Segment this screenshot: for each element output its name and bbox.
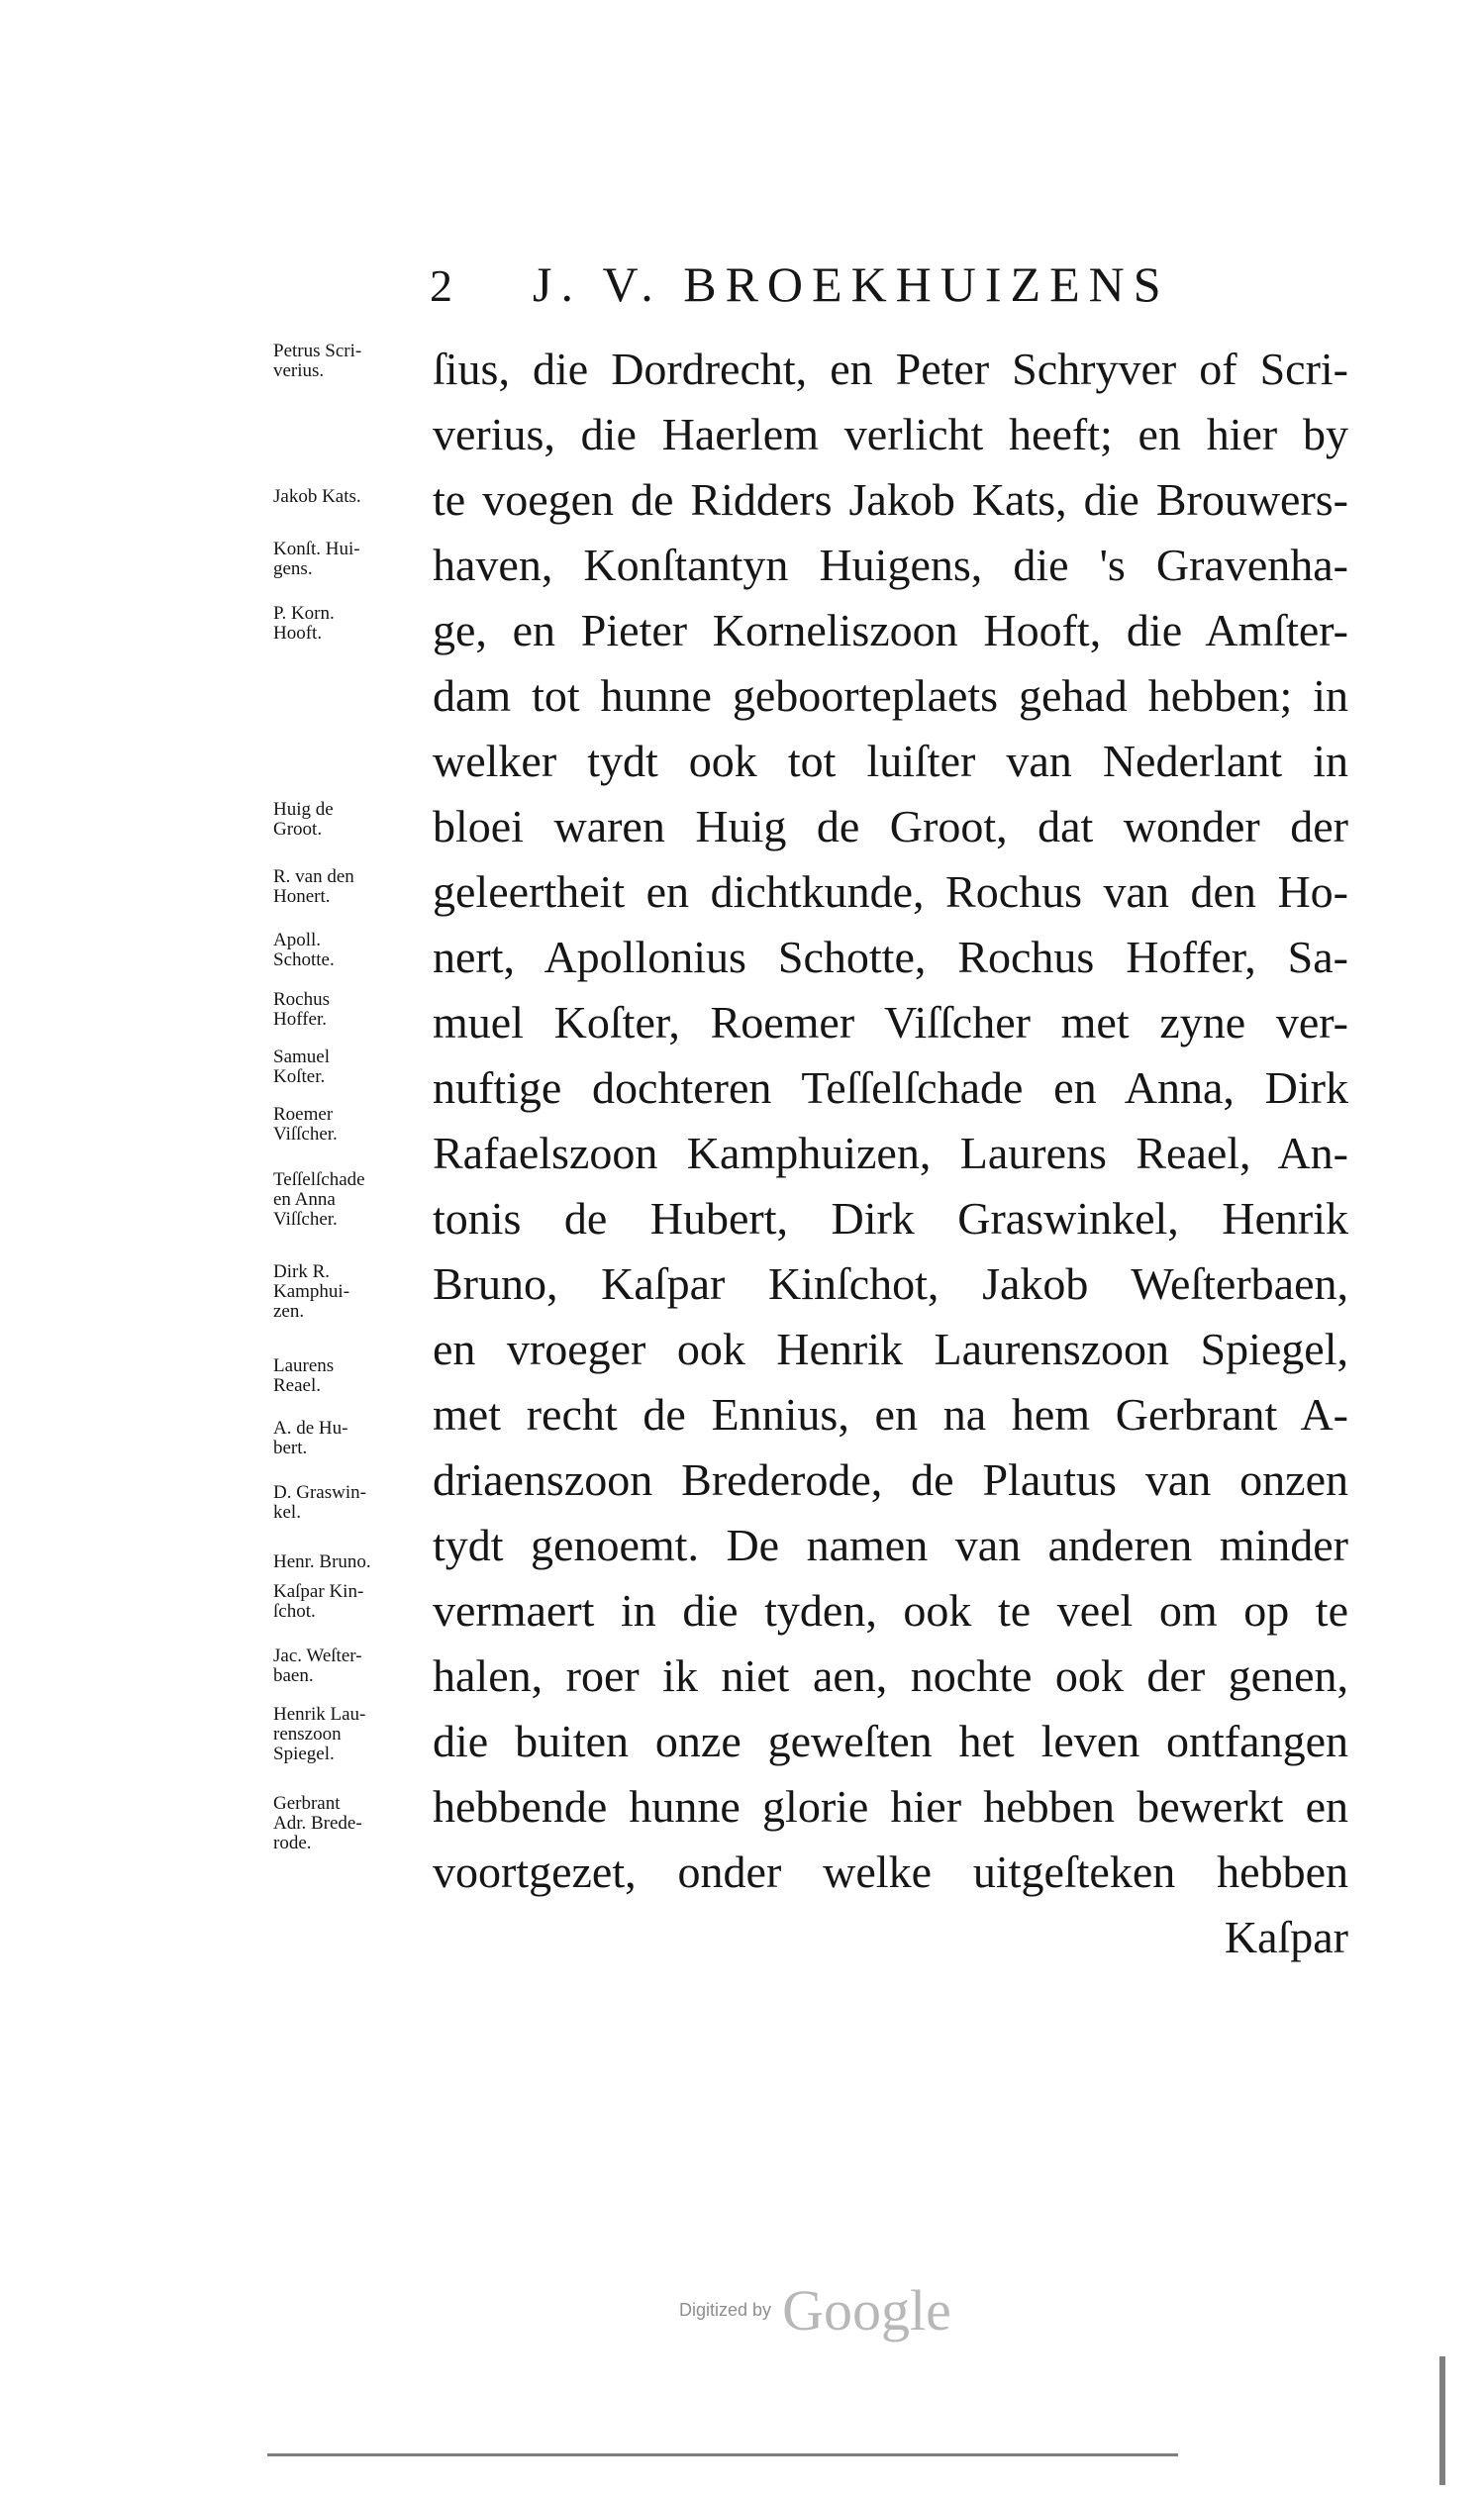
margin-note (273, 1483, 432, 1523)
margin-note (273, 1105, 432, 1145)
margin-note-line: Hoffer. (273, 1009, 327, 1030)
margin-note-line: Viſſcher. (273, 1209, 338, 1230)
margin-note (273, 931, 432, 970)
margin-note (273, 990, 432, 1030)
margin-note-line: Groot. (273, 819, 323, 840)
margin-note-line: Koſter. (273, 1066, 326, 1087)
text-line: Bruno, Kaſpar Kinſchot, Jakob Weſterbaen, (433, 1258, 1348, 1309)
margin-note-line: Konſt. Hui- (273, 540, 360, 559)
digitized-footer (679, 2277, 951, 2344)
margin-note (273, 800, 432, 840)
margin-note-line: Schotte. (273, 949, 335, 970)
margin-note-line: zen. (273, 1301, 305, 1322)
text-line: halen, roer ik niet aen, nochte ook der genen, (433, 1650, 1348, 1701)
margin-note-line: Roemer (273, 1105, 334, 1125)
margin-note-line: ſchot. (273, 1601, 316, 1622)
margin-note-line: Kamphui- (273, 1281, 350, 1302)
text-line: haven, Konſtantyn Huigens, die 's Gravenha- (433, 540, 1348, 590)
margin-note (273, 487, 432, 507)
text-line: met recht de Ennius, en na hem Gerbrant A- (433, 1389, 1348, 1440)
margin-note-line: en Anna (273, 1189, 336, 1210)
margin-note (273, 1419, 432, 1458)
margin-note-line: verius. (273, 360, 325, 381)
scan-edge-line (267, 2453, 1178, 2456)
margin-note-line: Reael. (273, 1375, 322, 1396)
margin-note-line: Dirk R. (273, 1262, 330, 1282)
margin-note-line: Rochus (273, 990, 330, 1010)
text-line: hebbende hunne glorie hier hebben bewerkt en (433, 1781, 1348, 1832)
margin-note (273, 540, 432, 579)
body-text (433, 337, 1348, 1970)
margin-note (273, 604, 432, 644)
margin-note-line: Jac. Weſter- (273, 1646, 362, 1666)
margin-note-line: Adr. Brede- (273, 1813, 362, 1834)
margin-note-line: rode. (273, 1833, 312, 1853)
text-line: die buiten onze geweſten het leven ontfangen (433, 1716, 1348, 1766)
margin-note (273, 1646, 432, 1686)
text-line: ge, en Pieter Korneliszoon Hooft, die Amſter- (433, 605, 1348, 655)
margin-note-line: bert. (273, 1438, 308, 1458)
text-line: welker tydt ook tot luiſter van Nederlant in (433, 736, 1348, 786)
margin-note-line: Laurens (273, 1356, 335, 1376)
margin-note (273, 1170, 432, 1230)
margin-note (273, 1794, 432, 1853)
margin-note-line: Jakob Kats. (273, 487, 361, 507)
text-line: ſius, die Dordrecht, en Peter Schryver of Scri- (433, 344, 1348, 394)
text-line: en vroeger ook Henrik Laurenszoon Spiegel, (433, 1324, 1348, 1374)
text-line: bloei waren Huig de Groot, dat wonder der (433, 801, 1348, 851)
text-line: Rafaelszoon Kamphuizen, Laurens Reael, An- (433, 1128, 1348, 1178)
margin-note-line: baen. (273, 1665, 314, 1686)
text-line: tydt genoemt. De namen van anderen minder (433, 1520, 1348, 1570)
catchword: Kaſpar (1224, 1912, 1348, 1962)
margin-note-line: D. Graswin- (273, 1483, 366, 1503)
margin-note-line: Huig de (273, 800, 334, 820)
margin-note-line: Gerbrant (273, 1794, 341, 1814)
margin-note-line: Samuel (273, 1047, 330, 1067)
margin-note-line: A. de Hu- (273, 1419, 348, 1439)
margin-note-line: kel. (273, 1502, 301, 1523)
margin-note-line: R. van den (273, 867, 354, 887)
text-line: vermaert in die tyden, ook te veel om op te (433, 1585, 1348, 1636)
margin-note (273, 867, 432, 907)
margin-note (273, 1582, 432, 1622)
margin-note-line: Petrus Scri- (273, 342, 362, 361)
text-line: voortgezet, onder welke uitgeſteken hebben (433, 1846, 1348, 1897)
margin-note-line: Henrik Lau- (273, 1705, 366, 1725)
running-head: J. V. BROEKHUIZENS (533, 256, 1170, 312)
page-number: 2 (430, 260, 452, 311)
text-line: dam tot hunne geboorteplaets gehad hebben; in (433, 670, 1348, 721)
margin-note (273, 1356, 432, 1396)
margin-note-line: Honert. (273, 886, 331, 907)
page-header (416, 255, 1346, 325)
margin-note-line: Apoll. (273, 931, 322, 950)
margin-note (273, 1262, 432, 1322)
margin-note-line: gens. (273, 558, 313, 579)
margin-note-line: Kaſpar Kin- (273, 1582, 364, 1602)
text-line: driaenszoon Brederode, de Plautus van onzen (433, 1454, 1348, 1505)
google-logo: Google (782, 2278, 951, 2343)
margin-note-line: renszoon (273, 1724, 342, 1745)
text-line: muel Koſter, Roemer Viſſcher met zyne ver- (433, 997, 1348, 1047)
text-line: nert, Apollonius Schotte, Rochus Hoffer, Sa- (433, 932, 1348, 982)
margin-note-line: Hooft. (273, 623, 323, 644)
text-line: verius, die Haerlem verlicht heeft; en hier by (433, 409, 1348, 459)
margin-note (273, 1047, 432, 1087)
margin-note-line: Henr. Bruno. (273, 1552, 371, 1572)
scan-edge-mark (1439, 2356, 1445, 2485)
digitized-label: Digitized by (679, 2300, 772, 2320)
text-line: geleertheit en dichtkunde, Rochus van den Ho- (433, 866, 1348, 917)
margin-note-line: Viſſcher. (273, 1124, 338, 1145)
margin-note (273, 1705, 432, 1764)
text-line: te voegen de Ridders Jakob Kats, die Brouwers- (433, 474, 1348, 525)
margin-note (273, 342, 432, 381)
margin-note (273, 1552, 432, 1572)
margin-note-line: Teſſelſchade (273, 1170, 365, 1190)
text-line: nuftige dochteren Teſſelſchade en Anna, Dirk (433, 1062, 1348, 1113)
margin-note-line: Spiegel. (273, 1744, 335, 1764)
text-line: tonis de Hubert, Dirk Graswinkel, Henrik (433, 1193, 1348, 1244)
margin-note-line: P. Korn. (273, 604, 335, 624)
